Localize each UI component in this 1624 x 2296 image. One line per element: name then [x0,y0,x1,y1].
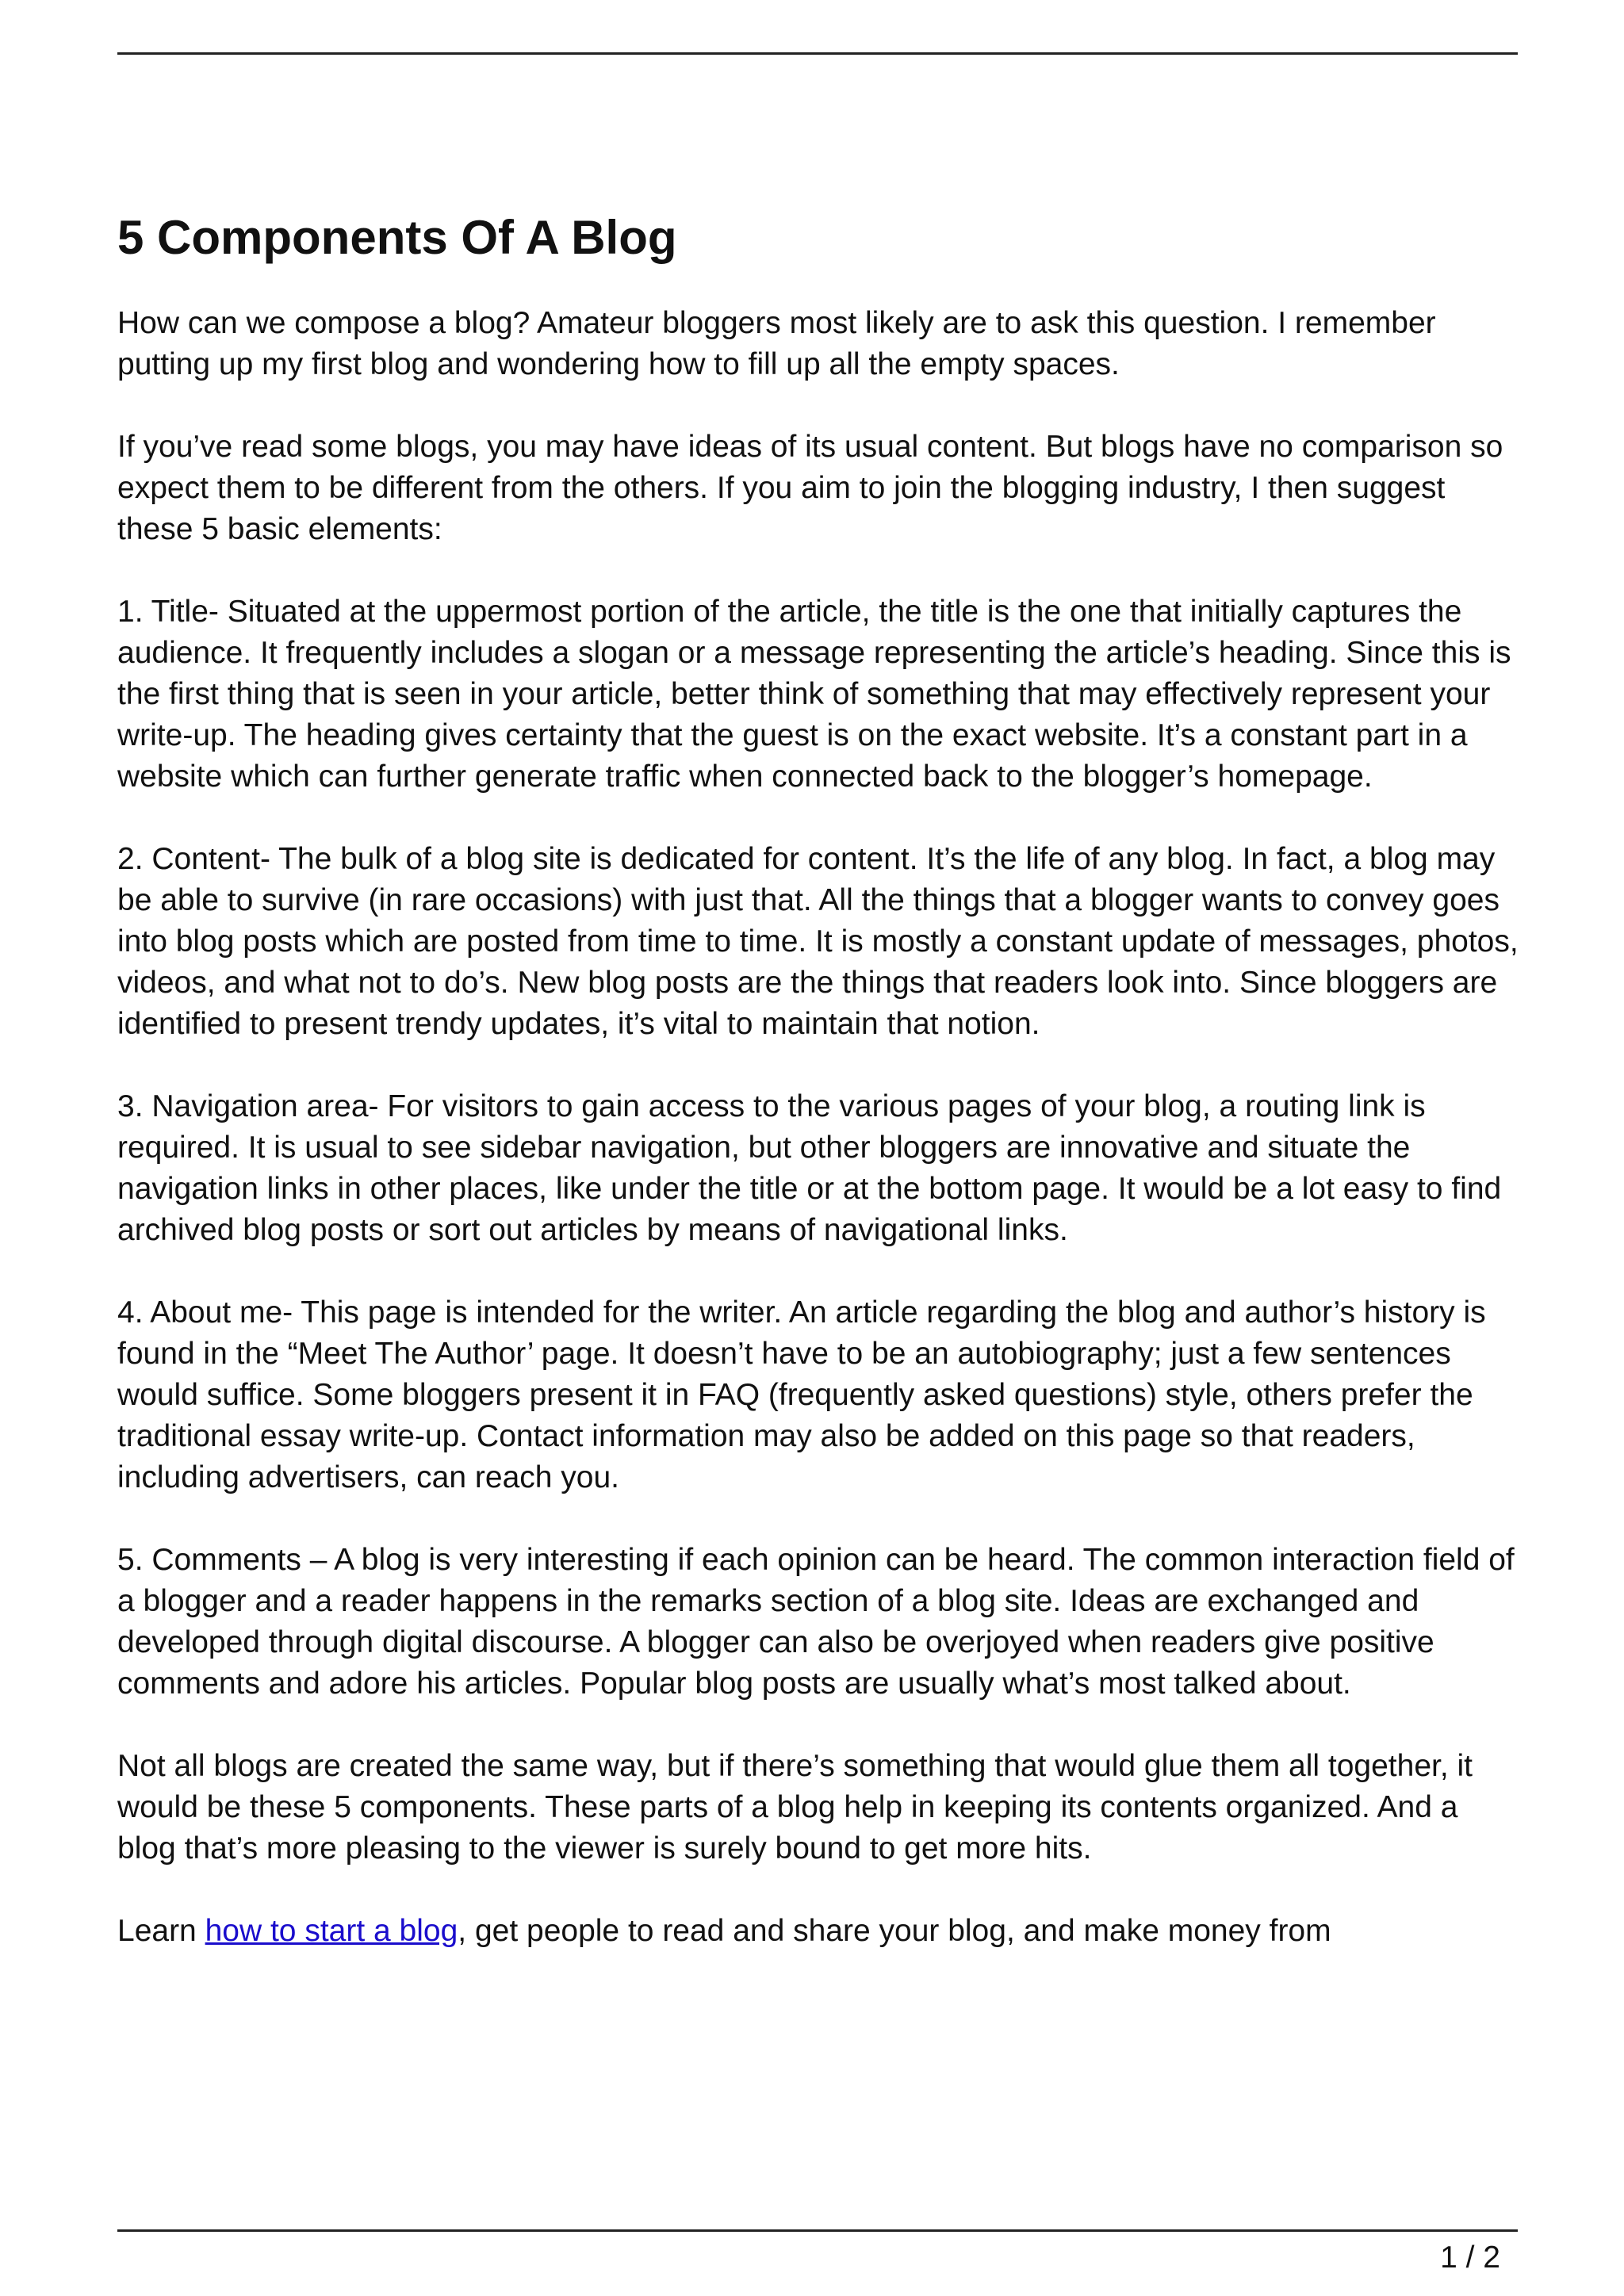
paragraph-about-me-component: 4. About me- This page is intended for the writer. An article regarding the blog and author’s history is found in the “Meet The Author’ page. It doesn’t have to be an autobiography; just a few sentences would suffice. Some bloggers present it in FAQ (frequently asked questions) style, others prefer the traditional essay write-up. Contact information may also be added on this page so that readers, including advertisers, can reach you. [117,1295,1486,1494]
paragraph-learn-more [117,1911,1519,1952]
article [117,208,1519,1952]
article-title: 5 Components Of A Blog [117,211,677,264]
learn-more-suffix: , get people to read and share your blog, and make money from [458,1914,1331,1948]
paragraph-conclusion: Not all blogs are created the same way, but if there’s something that would glue them all together, it would be these 5 components. These parts of a blog help in keeping its contents organized. And a blog that’s more pleasing to the viewer is surely bound to get more hits. [117,1749,1473,1866]
paragraph-content-component: 2. Content- The bulk of a blog site is dedicated for content. It’s the life of any blog. In fact, a blog may be able to survive (in rare occasions) with just that. All the things that a blogger wants to convey goes into blog posts which are posted from time to time. It is mostly a constant update of messages, photos, videos, and what not to do’s. New blog posts are the things that readers look into. Since bloggers are identified to present trendy updates, it’s vital to maintain that notion. [117,842,1519,1041]
page-number: 1 / 2 [1440,2241,1500,2275]
paragraph-comments-component: 5. Comments – A blog is very interesting if each opinion can be heard. The common interaction field of a blogger and a reader happens in the remarks section of a blog site. Ideas are exchanged and developed through digital discourse. A blogger can also be overjoyed when readers give positive comments and adore his articles. Popular blog posts are usually what’s most talked about. [117,1543,1515,1701]
how-to-start-a-blog-link[interactable]: how to start a blog [205,1914,458,1948]
learn-more-prefix: Learn [117,1914,205,1948]
paragraph-context: If you’ve read some blogs, you may have ideas of its usual content. But blogs have no comparison so expect them to be different from the others. If you aim to join the blogging industry, I then suggest these 5 basic elements: [117,430,1503,546]
paragraph-title-component: 1. Title- Situated at the uppermost portion of the article, the title is the one that initially captures the audience. It frequently includes a slogan or a message representing the article’s heading. Since this is the first thing that is seen in your article, better think of something that may effectively represent your write-up. The heading gives certainty that the guest is on the exact website. It’s a constant part in a website which can further generate traffic when connected back to the blogger’s homepage. [117,595,1511,794]
footer-rule [117,2229,1518,2232]
paragraph-intro: How can we compose a blog? Amateur bloggers most likely are to ask this question. I remember putting up my first blog and wondering how to fill up all the empty spaces. [117,306,1436,381]
header-rule [117,52,1518,55]
paragraph-navigation-component: 3. Navigation area- For visitors to gain access to the various pages of your blog, a routing link is required. It is usual to see sidebar navigation, but other bloggers are innovative and situate the navigation links in other places, like under the title or at the bottom page. It would be a lot easy to find archived blog posts or sort out articles by means of navigational links. [117,1089,1502,1247]
